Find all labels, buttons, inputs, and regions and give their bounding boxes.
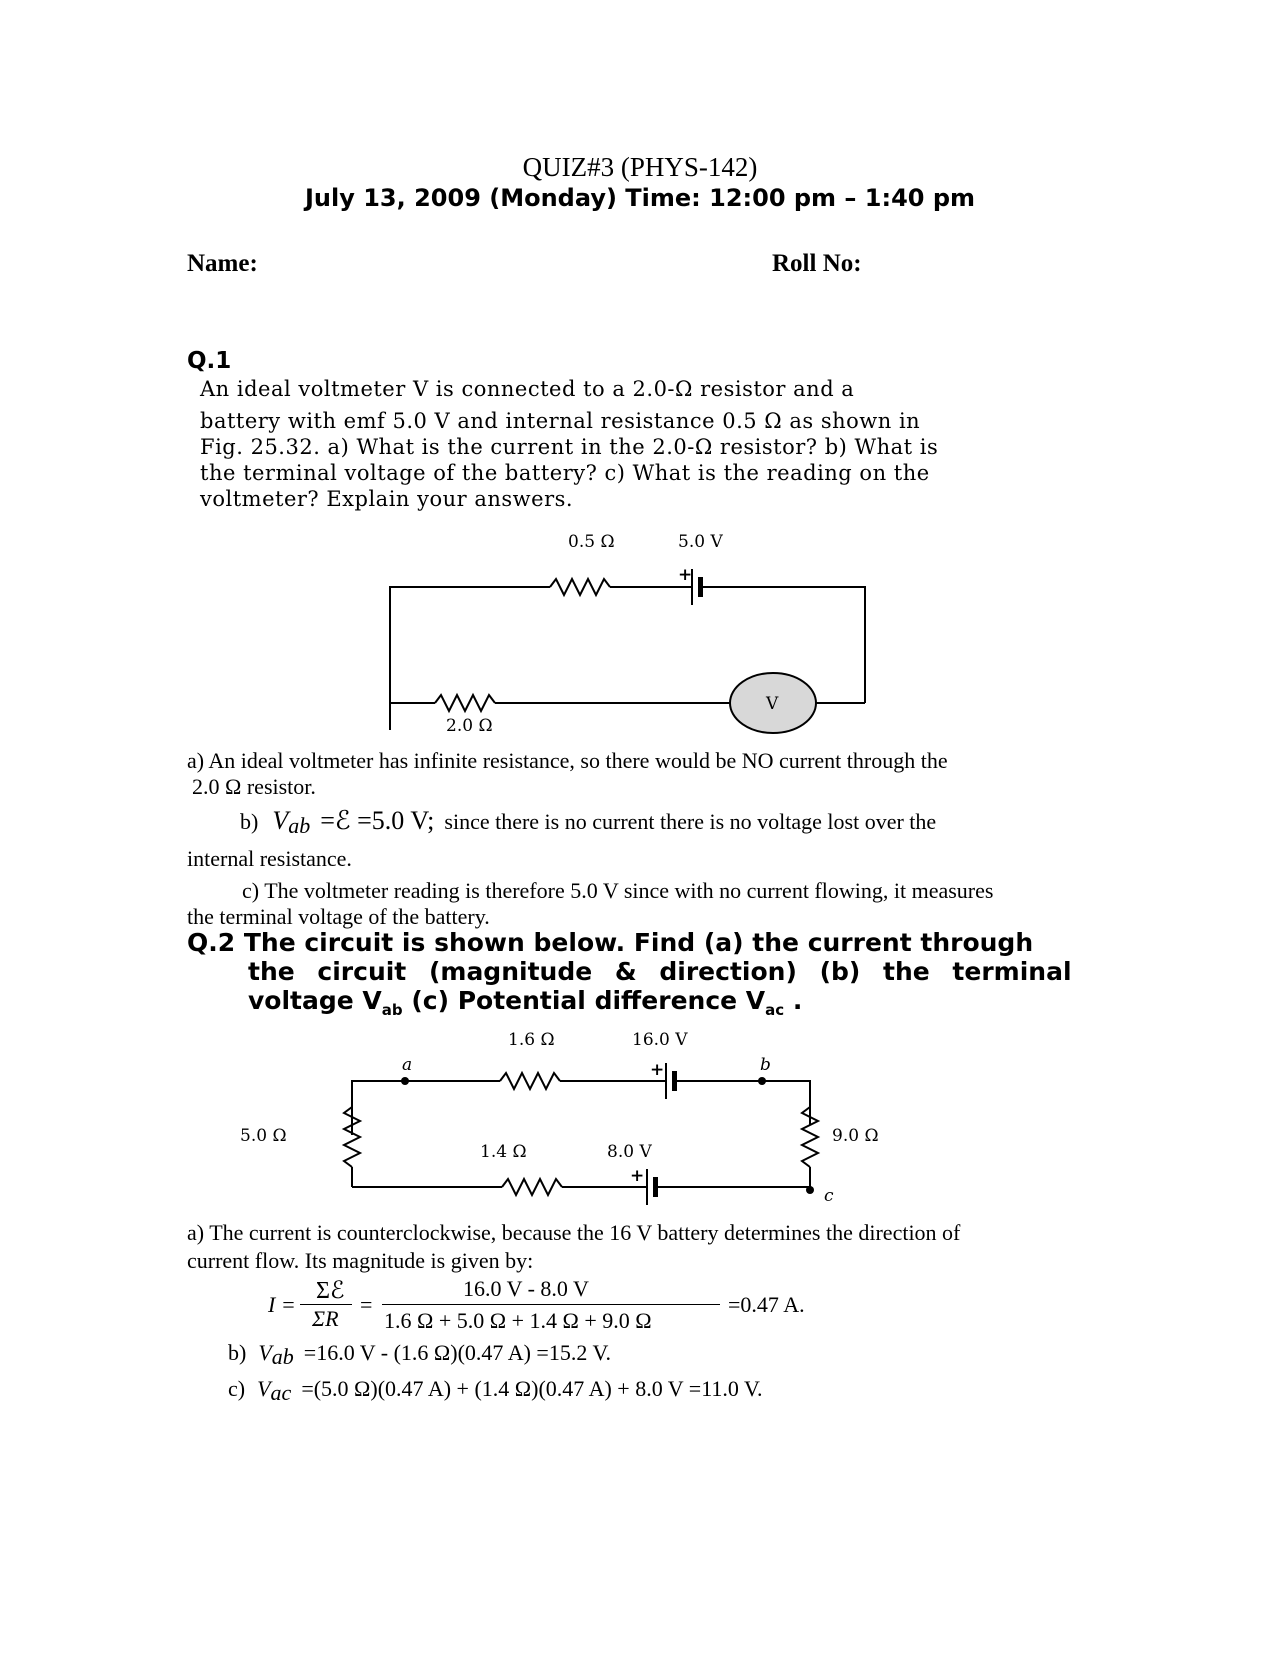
q2-eq-sym-fraction-bar [300,1304,352,1305]
q2-r1-label: 1.6 Ω [508,1030,555,1050]
q2-plus-sign-top: + [650,1060,665,1080]
q1-text-line: voltmeter? Explain your answers. [200,487,574,511]
q2-plus-sign-bottom: + [630,1166,645,1186]
q2-r4-label: 9.0 Ω [832,1126,879,1146]
q2-eq-lhs: I = [268,1292,296,1317]
q2-line3-mid: (c) Potential difference V [402,986,766,1015]
roll-no-label: Roll No: [772,250,862,277]
q2-answer-a-line2: current flow. Its magnitude is given by: [187,1248,534,1273]
q2-answer-c-rest: =(5.0 Ω)(0.47 A) + (1.4 Ω)(0.47 A) + 8.0 V =11.0 V. [301,1376,763,1401]
q2-top-wire-right [677,1081,810,1125]
quiz-date-time: July 13, 2009 (Monday) Time: 12:00 pm – 1:40 pm [304,184,976,212]
q2-question-line3 [248,986,802,1019]
q2-node-c-dot [806,1186,814,1194]
q1-text-line: Fig. 25.32. a) What is the current in the 2.0-Ω resistor? b) What is [200,435,939,459]
q2-node-b-dot [758,1077,766,1085]
q1-voltmeter-label: V [766,694,779,714]
q1-load-resistor [435,695,495,711]
q1-answer-b-line2: internal resistance. [187,846,352,871]
q2-r1-resistor [500,1073,560,1089]
q2-battery1-negative-plate [672,1071,677,1091]
name-label: Name: [187,250,258,277]
q2-eq-fraction-bar [382,1304,720,1305]
q2-answer-c-v: V [257,1376,271,1401]
q2-r3-resistor [502,1179,562,1195]
q1-answer-b-v: V [272,806,289,835]
q2-r2-label: 5.0 Ω [240,1126,287,1146]
q2-line3-sub2: ac [765,1001,785,1019]
q1-internal-resistor [550,579,610,595]
q2-question-line1: Q.2 The circuit is shown below. Find (a) the current through [187,928,1034,957]
q1-top-wire-left [390,587,550,730]
q1-plus-sign: + [678,565,693,585]
q1-answer-b-sub: ab [288,813,311,839]
q1-answer-b-prefix: b) [240,809,259,834]
q2-answer-b-prefix: b) [228,1340,247,1365]
q2-eq-result: =0.47 A. [728,1292,805,1317]
q2-answer-c [228,1376,763,1406]
q1-answer-a-line2: 2.0 Ω resistor. [192,774,316,799]
q2-eq-numerator: 16.0 V - 8.0 V [463,1276,589,1301]
q2-answer-c-prefix: c) [228,1376,246,1401]
q2-answer-a-line1: a) The current is counterclockwise, because the 16 V battery determines the direction of [187,1220,961,1245]
q1-answer-b-text: since there is no current there is no voltage lost over the [444,809,937,834]
q2-answer-b-rest: =16.0 V - (1.6 Ω)(0.47 A) =15.2 V. [303,1340,611,1365]
q1-answer-c-line1: c) The voltmeter reading is therefore 5.0 V since with no current flowing, it measures [242,878,994,903]
q2-r3-label: 1.4 Ω [480,1142,527,1162]
q2-answer-b-sub: ab [271,1344,294,1370]
q2-r4-resistor [802,1107,818,1167]
q2-line3-end: . [784,986,803,1015]
q2-r2-resistor [344,1107,360,1167]
q2-answer-b-v: V [258,1340,272,1365]
quiz-title: QUIZ#3 (PHYS-142) [522,152,758,182]
q2-circuit-diagram [240,1025,940,1215]
q1-answer-a-line1: a) An ideal voltmeter has infinite resistance, so there would be NO current through the [187,748,948,773]
q2-eq-sym-numerator: Σℰ [316,1278,345,1304]
q1-emf-label: 5.0 V [678,532,723,552]
q1-text-line: the terminal voltage of the battery? c) What is the reading on the [200,461,930,485]
q1-text-line: An ideal voltmeter V is connected to a 2.0-Ω resistor and a [200,377,855,401]
q2-emf2-label: 8.0 V [607,1142,652,1162]
q1-circuit-diagram [380,525,880,740]
q2-eq-equals: = [360,1292,373,1317]
q1-answer-c-line2: the terminal voltage of the battery. [187,904,490,929]
q1-resistor-label: 2.0 Ω [446,716,493,736]
q1-answer-b [240,806,936,839]
q2-emf1-label: 16.0 V [632,1030,688,1050]
q2-node-a-label: a [402,1055,413,1075]
q1-battery-negative-plate [698,577,703,597]
q2-question-line2-text: the circuit (magnitude & direction) (b) the terminal [248,957,1072,986]
q2-line3-sub1: ab [381,1001,403,1019]
q2-question-line2 [248,957,1086,986]
q2-battery2-negative-plate [653,1177,658,1197]
q2-node-b-label: b [760,1055,771,1075]
q2-eq-denominator: 1.6 Ω + 5.0 Ω + 1.4 Ω + 9.0 Ω [384,1308,652,1333]
q1-internal-resistance-label: 0.5 Ω [568,532,615,552]
q2-node-a-dot [401,1077,409,1085]
q1-text-line: battery with emf 5.0 V and internal resistance 0.5 Ω as shown in [200,409,921,433]
q2-eq-sym-denominator: ΣR [312,1306,339,1331]
q2-node-c-label: c [824,1186,834,1206]
q2-answer-c-sub: ac [270,1380,292,1406]
q1-number: Q.1 [187,348,232,374]
q2-top-wire-left [352,1081,500,1135]
q2-answer-b [228,1340,611,1370]
q1-answer-b-equation: =ℰ =5.0 V; [320,806,435,835]
q2-line3-pre: voltage V [248,986,382,1015]
